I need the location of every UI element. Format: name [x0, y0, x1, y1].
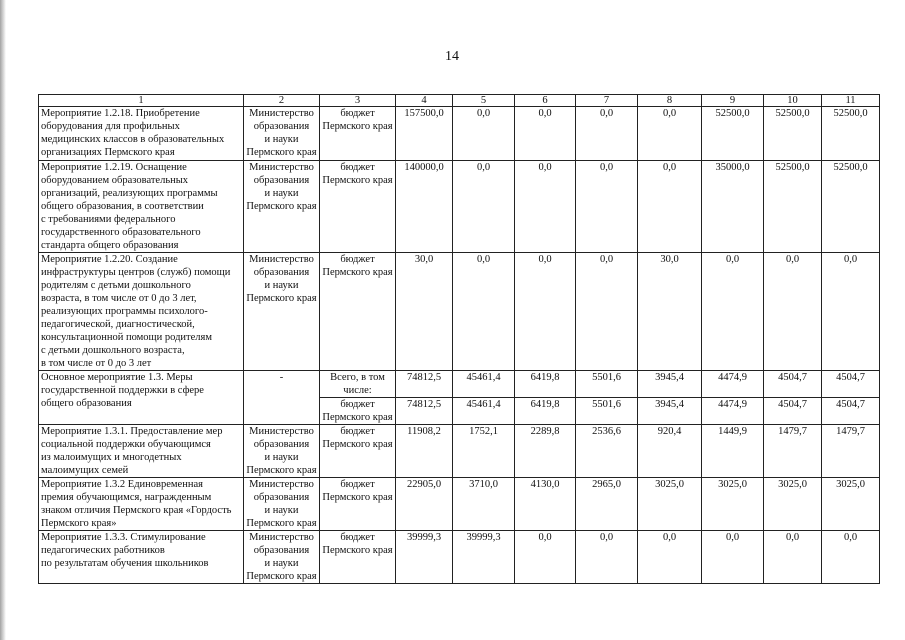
- value-cell: 2289,8: [515, 425, 576, 478]
- value-cell: 3945,4: [638, 398, 702, 425]
- value-cell: 140000,0: [396, 161, 453, 253]
- value-cell: 4504,7: [822, 398, 880, 425]
- executor-cell: Министерство образования и науки Пермского края: [244, 253, 320, 371]
- value-cell: 157500,0: [396, 107, 453, 161]
- executor-cell: -: [244, 371, 320, 425]
- value-cell: 52500,0: [822, 107, 880, 161]
- value-cell: 0,0: [702, 253, 764, 371]
- value-cell: 5501,6: [576, 398, 638, 425]
- value-cell: 11908,2: [396, 425, 453, 478]
- value-cell: 0,0: [453, 253, 515, 371]
- value-cell: 3025,0: [702, 478, 764, 531]
- value-cell: 3945,4: [638, 371, 702, 398]
- column-number: 10: [764, 95, 822, 107]
- value-cell: 5501,6: [576, 371, 638, 398]
- value-cell: 0,0: [576, 161, 638, 253]
- value-cell: 4504,7: [764, 371, 822, 398]
- value-cell: 1479,7: [822, 425, 880, 478]
- funding-source-cell: бюджет Пермского края: [320, 398, 396, 425]
- value-cell: 0,0: [515, 107, 576, 161]
- value-cell: 920,4: [638, 425, 702, 478]
- value-cell: 0,0: [515, 531, 576, 584]
- value-cell: 3025,0: [764, 478, 822, 531]
- value-cell: 1479,7: [764, 425, 822, 478]
- value-cell: 0,0: [515, 161, 576, 253]
- event-name-cell: Основное мероприятие 1.3. Меры государственной поддержки в сфере общего образования: [39, 371, 244, 425]
- executor-cell: Министерство образования и науки Пермского края: [244, 478, 320, 531]
- value-cell: 3710,0: [453, 478, 515, 531]
- table-row: [39, 253, 880, 371]
- value-cell: 0,0: [638, 531, 702, 584]
- table-row: [39, 425, 880, 478]
- value-cell: 0,0: [576, 253, 638, 371]
- event-name-cell: Мероприятие 1.2.18. Приобретение оборудования для профильных медицинских классов в образовательных организациях Пермского края: [39, 107, 244, 161]
- funding-source-cell: Всего, в том числе:: [320, 371, 396, 398]
- column-number-row: [39, 95, 880, 107]
- value-cell: 4474,9: [702, 398, 764, 425]
- funding-source-cell: бюджет Пермского края: [320, 253, 396, 371]
- executor-cell: Министерство образования и науки Пермского края: [244, 425, 320, 478]
- value-cell: 0,0: [822, 531, 880, 584]
- value-cell: 52500,0: [822, 161, 880, 253]
- value-cell: 0,0: [764, 253, 822, 371]
- value-cell: 0,0: [822, 253, 880, 371]
- event-name-cell: Мероприятие 1.3.3. Стимулирование педагогических работников по результатам обучения школьников: [39, 531, 244, 584]
- value-cell: 39999,3: [453, 531, 515, 584]
- value-cell: 30,0: [638, 253, 702, 371]
- value-cell: 0,0: [576, 531, 638, 584]
- value-cell: 52500,0: [764, 161, 822, 253]
- column-number: 3: [320, 95, 396, 107]
- column-number: 2: [244, 95, 320, 107]
- funding-source-cell: бюджет Пермского края: [320, 425, 396, 478]
- event-name-cell: Мероприятие 1.3.2 Единовременная премия обучающимся, награжденным знаком отличия Пермского края «Гордость Пермского края»: [39, 478, 244, 531]
- value-cell: 4504,7: [764, 398, 822, 425]
- value-cell: 39999,3: [396, 531, 453, 584]
- funding-source-cell: бюджет Пермского края: [320, 478, 396, 531]
- funding-source-cell: бюджет Пермского края: [320, 107, 396, 161]
- value-cell: 52500,0: [702, 107, 764, 161]
- value-cell: 2965,0: [576, 478, 638, 531]
- column-number: 4: [396, 95, 453, 107]
- table-row: [39, 107, 880, 161]
- value-cell: 0,0: [764, 531, 822, 584]
- funding-source-cell: бюджет Пермского края: [320, 161, 396, 253]
- value-cell: 1752,1: [453, 425, 515, 478]
- value-cell: 52500,0: [764, 107, 822, 161]
- table-row: [39, 478, 880, 531]
- value-cell: 1449,9: [702, 425, 764, 478]
- value-cell: 45461,4: [453, 398, 515, 425]
- value-cell: 30,0: [396, 253, 453, 371]
- value-cell: 0,0: [453, 107, 515, 161]
- value-cell: 4474,9: [702, 371, 764, 398]
- value-cell: 3025,0: [822, 478, 880, 531]
- page-number: 14: [445, 49, 459, 64]
- value-cell: 0,0: [576, 107, 638, 161]
- value-cell: 35000,0: [702, 161, 764, 253]
- value-cell: 0,0: [702, 531, 764, 584]
- value-cell: 0,0: [638, 161, 702, 253]
- value-cell: 3025,0: [638, 478, 702, 531]
- value-cell: 6419,8: [515, 398, 576, 425]
- table-row: [39, 161, 880, 253]
- executor-cell: Министерство образования и науки Пермского края: [244, 107, 320, 161]
- column-number: 11: [822, 95, 880, 107]
- table-row: [39, 531, 880, 584]
- value-cell: 0,0: [453, 161, 515, 253]
- value-cell: 6419,8: [515, 371, 576, 398]
- executor-cell: Министерство образования и науки Пермского края: [244, 531, 320, 584]
- column-number: 7: [576, 95, 638, 107]
- column-number: 9: [702, 95, 764, 107]
- column-number: 1: [39, 95, 244, 107]
- event-name-cell: Мероприятие 1.2.19. Оснащение оборудованием образовательных организаций, реализующих программы общего образования, в соответствии с требованиями федерального государственного образовательного стандарта общего образования: [39, 161, 244, 253]
- scan-edge-shadow: [0, 0, 6, 640]
- value-cell: 74812,5: [396, 371, 453, 398]
- value-cell: 74812,5: [396, 398, 453, 425]
- value-cell: 22905,0: [396, 478, 453, 531]
- column-number: 8: [638, 95, 702, 107]
- value-cell: 0,0: [515, 253, 576, 371]
- table-row: [39, 371, 880, 398]
- value-cell: 4130,0: [515, 478, 576, 531]
- value-cell: 0,0: [638, 107, 702, 161]
- event-name-cell: Мероприятие 1.2.20. Создание инфраструктуры центров (служб) помощи родителям с детьми дошкольного возраста, в том числе от 0 до 3 лет, реализующих программы психолого- педагогической, диагностической, консультационной помощи родителям с детьми дошкольного возраста, в том числе от 0 до 3 лет: [39, 253, 244, 371]
- value-cell: 45461,4: [453, 371, 515, 398]
- column-number: 5: [453, 95, 515, 107]
- executor-cell: Министерство образования и науки Пермского края: [244, 161, 320, 253]
- event-name-cell: Мероприятие 1.3.1. Предоставление мер социальной поддержки обучающимся из малоимущих и многодетных малоимущих семей: [39, 425, 244, 478]
- column-number: 6: [515, 95, 576, 107]
- budget-table: [38, 94, 880, 584]
- value-cell: 4504,7: [822, 371, 880, 398]
- value-cell: 2536,6: [576, 425, 638, 478]
- funding-source-cell: бюджет Пермского края: [320, 531, 396, 584]
